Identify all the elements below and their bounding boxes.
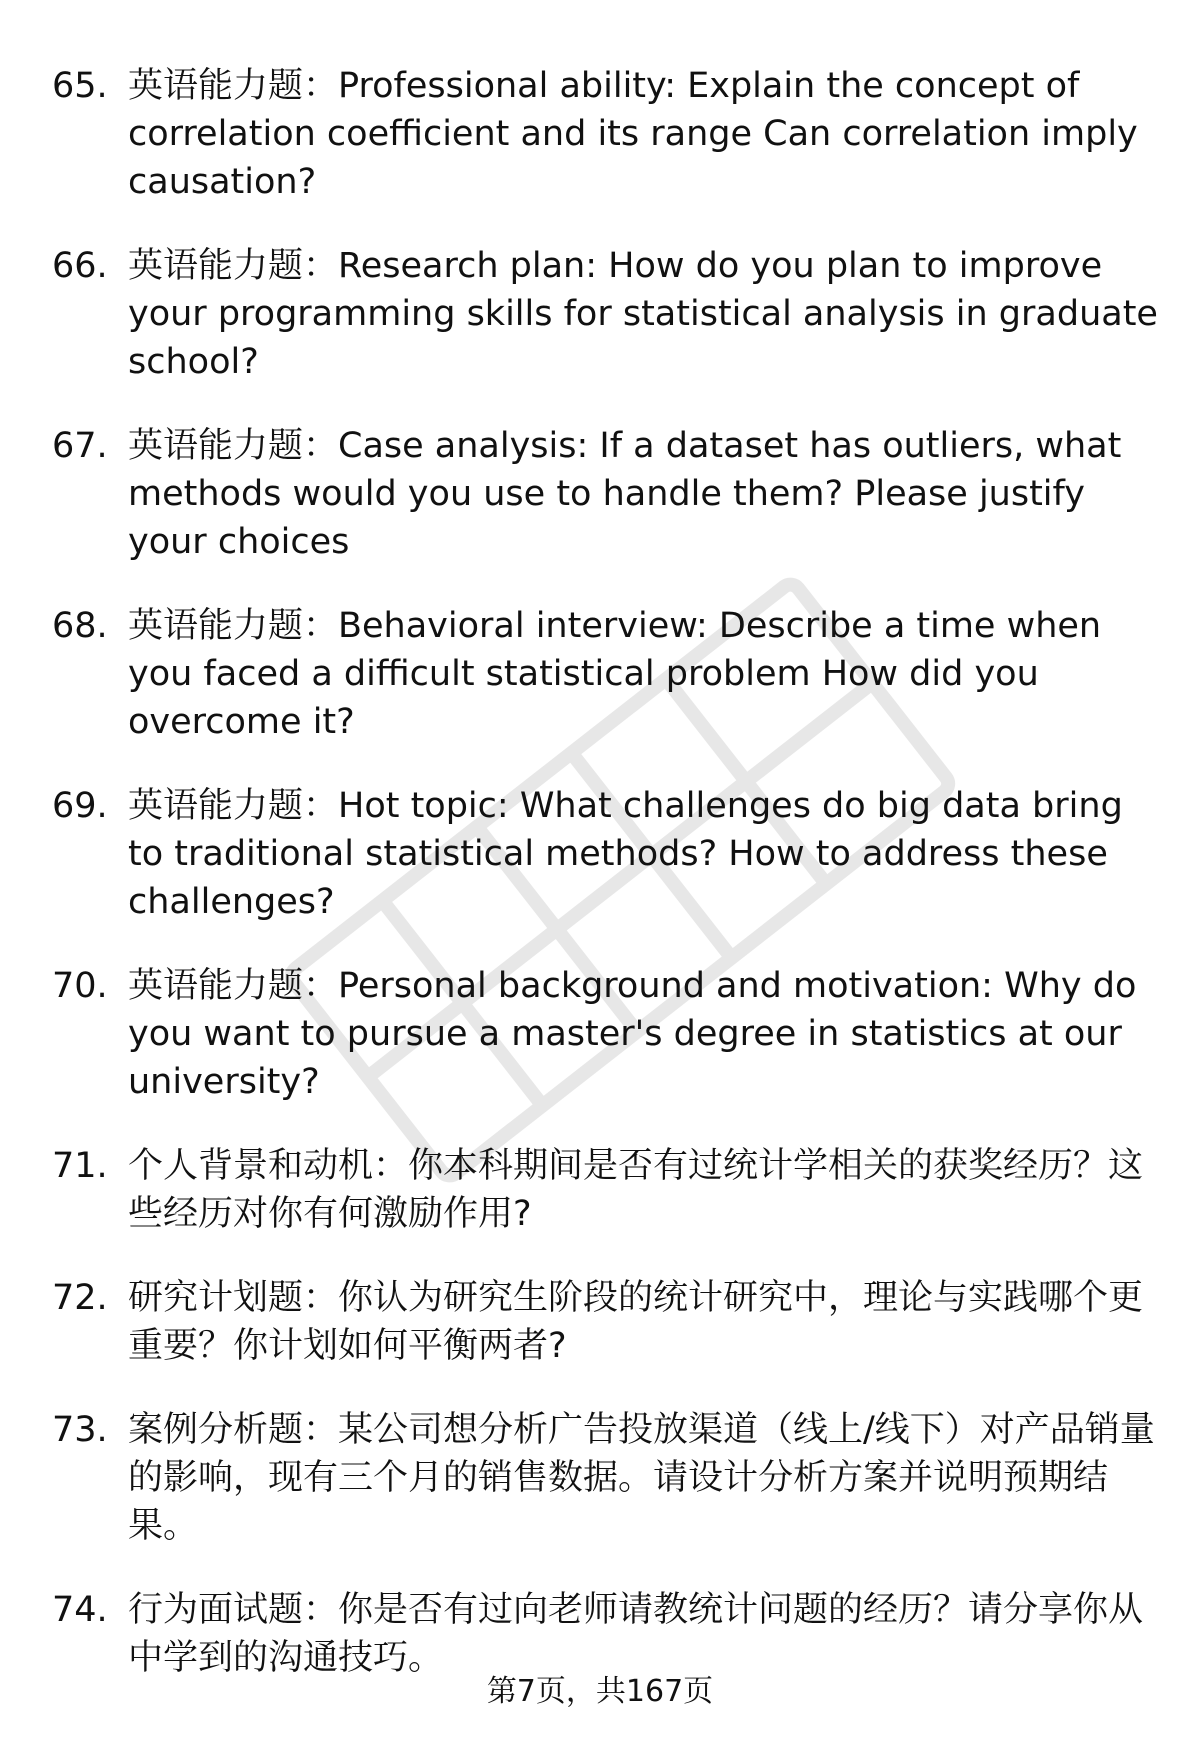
question-list	[0, 62, 1200, 1718]
question-number: 74.	[52, 1590, 108, 1630]
question-number: 69.	[52, 786, 108, 826]
list-item	[0, 962, 1200, 1106]
page-footer	[0, 1672, 1200, 1712]
question-number: 72.	[52, 1278, 108, 1318]
question-number: 71.	[52, 1146, 108, 1186]
list-item	[0, 602, 1200, 746]
question-text: 英语能力题：Professional ability: Explain the concept of correlation coefficient and its range Can correlation imply causation?	[128, 66, 1138, 202]
question-text: 英语能力题：Hot topic: What challenges do big data bring to traditional statistical methods? How to address these challenges?	[128, 786, 1123, 922]
list-item	[0, 1142, 1200, 1238]
list-item	[0, 1274, 1200, 1370]
question-text: 英语能力题：Personal background and motivation: Why do you want to pursue a master's degree in statistics at our university?	[128, 966, 1137, 1102]
question-number: 65.	[52, 66, 108, 106]
question-text: 行为面试题：你是否有过向老师请教统计问题的经历？请分享你从中学到的沟通技巧。	[128, 1590, 1144, 1678]
page-number-label: 第7页，共167页	[486, 1674, 714, 1709]
question-text: 个人背景和动机：你本科期间是否有过统计学相关的获奖经历？这些经历对你有何激励作用?	[128, 1146, 1144, 1234]
question-text: 英语能力题：Research plan: How do you plan to improve your programming skills for statistical analysis in graduate school?	[128, 246, 1158, 382]
question-text: 研究计划题：你认为研究生阶段的统计研究中，理论与实践哪个更重要？你计划如何平衡两者?	[128, 1278, 1144, 1366]
question-number: 66.	[52, 246, 108, 286]
question-number: 68.	[52, 606, 108, 646]
list-item	[0, 782, 1200, 926]
question-text: 英语能力题：Case analysis: If a dataset has outliers, what methods would you use to handle them? Please justify your choices	[128, 426, 1122, 562]
question-text: 案例分析题：某公司想分析广告投放渠道（线上/线下）对产品销量的影响，现有三个月的销售数据。请设计分析方案并说明预期结果。	[128, 1410, 1155, 1546]
list-item	[0, 1586, 1200, 1682]
question-text: 英语能力题：Behavioral interview: Describe a time when you faced a difficult statistical problem How did you overcome it?	[128, 606, 1102, 742]
list-item	[0, 1406, 1200, 1550]
list-item	[0, 422, 1200, 566]
question-number: 70.	[52, 966, 108, 1006]
question-number: 67.	[52, 426, 108, 466]
list-item	[0, 242, 1200, 386]
question-number: 73.	[52, 1410, 108, 1450]
list-item	[0, 62, 1200, 206]
